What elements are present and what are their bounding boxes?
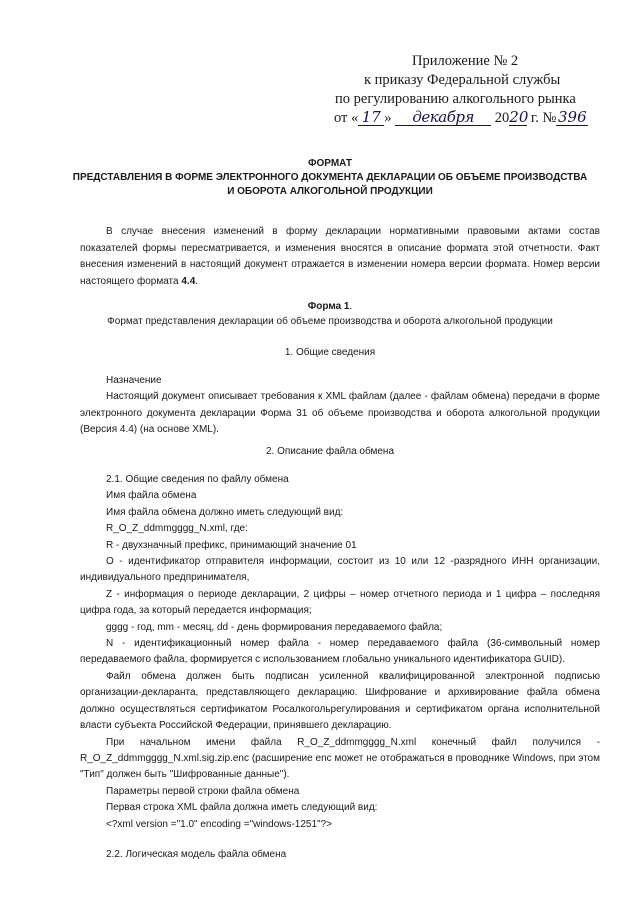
n-description: N - идентификационный номер файла - номер передаваемого файла (36-символьный номер передаваемого файла, формируется с использованием глобально уникального идентификатора GUID). bbox=[80, 638, 600, 666]
date-mid: » bbox=[384, 110, 392, 126]
form-label: Форма 1 bbox=[307, 301, 350, 312]
appendix-block bbox=[326, 52, 616, 128]
purpose-label: Назначение bbox=[106, 375, 162, 386]
section2-line-1: 2.1. Общие сведения по файлу обмена bbox=[106, 474, 289, 485]
first-line-params: Параметры первой строки файла обмена bbox=[106, 785, 300, 797]
format-version: 4.4 bbox=[181, 275, 196, 287]
appendix-date-line bbox=[326, 109, 616, 128]
appendix-line-2: к приказу Федеральной службы bbox=[364, 72, 561, 88]
xml-declaration: <?xml version ="1.0" encoding ="windows-1251"?> bbox=[106, 818, 333, 830]
logical-model-heading: 2.2. Логическая модель файла обмена bbox=[106, 848, 287, 860]
title-line-3: И ОБОРОТА АЛКОГОЛЬНОЙ ПРОДУКЦИИ bbox=[227, 186, 433, 197]
form-label-dot: . bbox=[349, 301, 353, 312]
title-format: ФОРМАТ bbox=[307, 158, 352, 169]
year-suffix: г. № bbox=[527, 110, 557, 126]
handwritten-year: 20 bbox=[509, 108, 529, 126]
section1-body bbox=[80, 373, 600, 439]
section2-line-2: Имя файла обмена bbox=[106, 490, 197, 502]
section2-line-3: Имя файла обмена должно иметь следующий вид: bbox=[106, 506, 344, 518]
first-line-desc: Первая строка XML файла должна иметь следующий вид: bbox=[106, 802, 378, 814]
intro-text: В случае внесения изменений в форму декларации нормативными правовыми актами состав показателей формы пересматривается, и изменения вносятся в описание формата этой отчетности. Факт внесения изменений в настоящий документ отражается в изменении номера версии формата. Номер версии настоящего формата bbox=[80, 226, 600, 287]
year-prefix: 20 bbox=[494, 110, 510, 126]
title-line-2: ПРЕДСТАВЛЕНИЯ В ФОРМЕ ЭЛЕКТРОННОГО ДОКУМЕНТА ДЕКЛАРАЦИИ ОБ ОБЪЕМЕ ПРОИЗВОДСТВА bbox=[72, 172, 588, 183]
z-description: Z - информация о периоде декларации, 2 цифры – номер отчетного периода и 1 цифра – последняя цифра года, за который передается информация; bbox=[80, 588, 600, 617]
date-prefix: от « bbox=[334, 110, 359, 126]
purpose-text: Настоящий документ описывает требования к XML файлам (далее - файлам обмена) передачи в форме электронного документа декларации Форма 31 об объеме производства и оборота алкогольной продукции (Версия 4.4) (на основе XML). bbox=[80, 391, 600, 436]
gggg-description: gggg - год, mm - месяц, dd - день формирования передаваемого файла; bbox=[106, 621, 443, 633]
o-description: О - идентификатор отправителя информации, состоит из 10 или 12 -разрядного ИНН организации, индивидуального предпринимателя, bbox=[80, 556, 600, 584]
initial-name-paragraph: При начальном имени файла R_O_Z_ddmmgggg_N.xml конечный файл получился - R_O_Z_ddmmgggg_N.xml.sig.zip.enc (расширение enc может не отображаться в проводнике Windows, при этом "Тип" должен быть "Шифрованные данные"). bbox=[80, 736, 600, 781]
section2-heading: 2. Описание файла обмена bbox=[265, 446, 395, 457]
signature-paragraph: Файл обмена должен быть подписан усиленной квалифицированной электронной подписью организации-декларанта, представляющего декларацию. Шифрование и архивирование файла обмена должно осуществляться сертификатом Росалкогольрегулирования и сертификатом органа исполнительной власти субъекта Российской Федерации, принявшего декларацию. bbox=[80, 670, 600, 732]
appendix-line-3: по регулированию алкогольного рынка bbox=[335, 91, 576, 107]
form-label-line bbox=[40, 299, 620, 314]
intro-end: . bbox=[195, 275, 199, 287]
appendix-line-1: Приложение № 2 bbox=[412, 53, 519, 69]
section2-line-4: R_O_Z_ddmmgggg_N.xml, где: bbox=[106, 523, 248, 535]
section1-heading: 1. Общие сведения bbox=[284, 347, 376, 358]
handwritten-month: декабря bbox=[395, 109, 491, 126]
handwritten-day: 17 bbox=[358, 109, 384, 126]
section2-body bbox=[80, 472, 600, 863]
handwritten-order-number: 396 bbox=[557, 108, 587, 126]
section2-line-5: R - двухзначный префикс, принимающий значение 01 bbox=[106, 539, 357, 551]
intro-paragraph bbox=[80, 224, 600, 290]
form-subtitle: Формат представления декларации об объеме производства и оборота алкогольной продукции bbox=[107, 316, 553, 327]
